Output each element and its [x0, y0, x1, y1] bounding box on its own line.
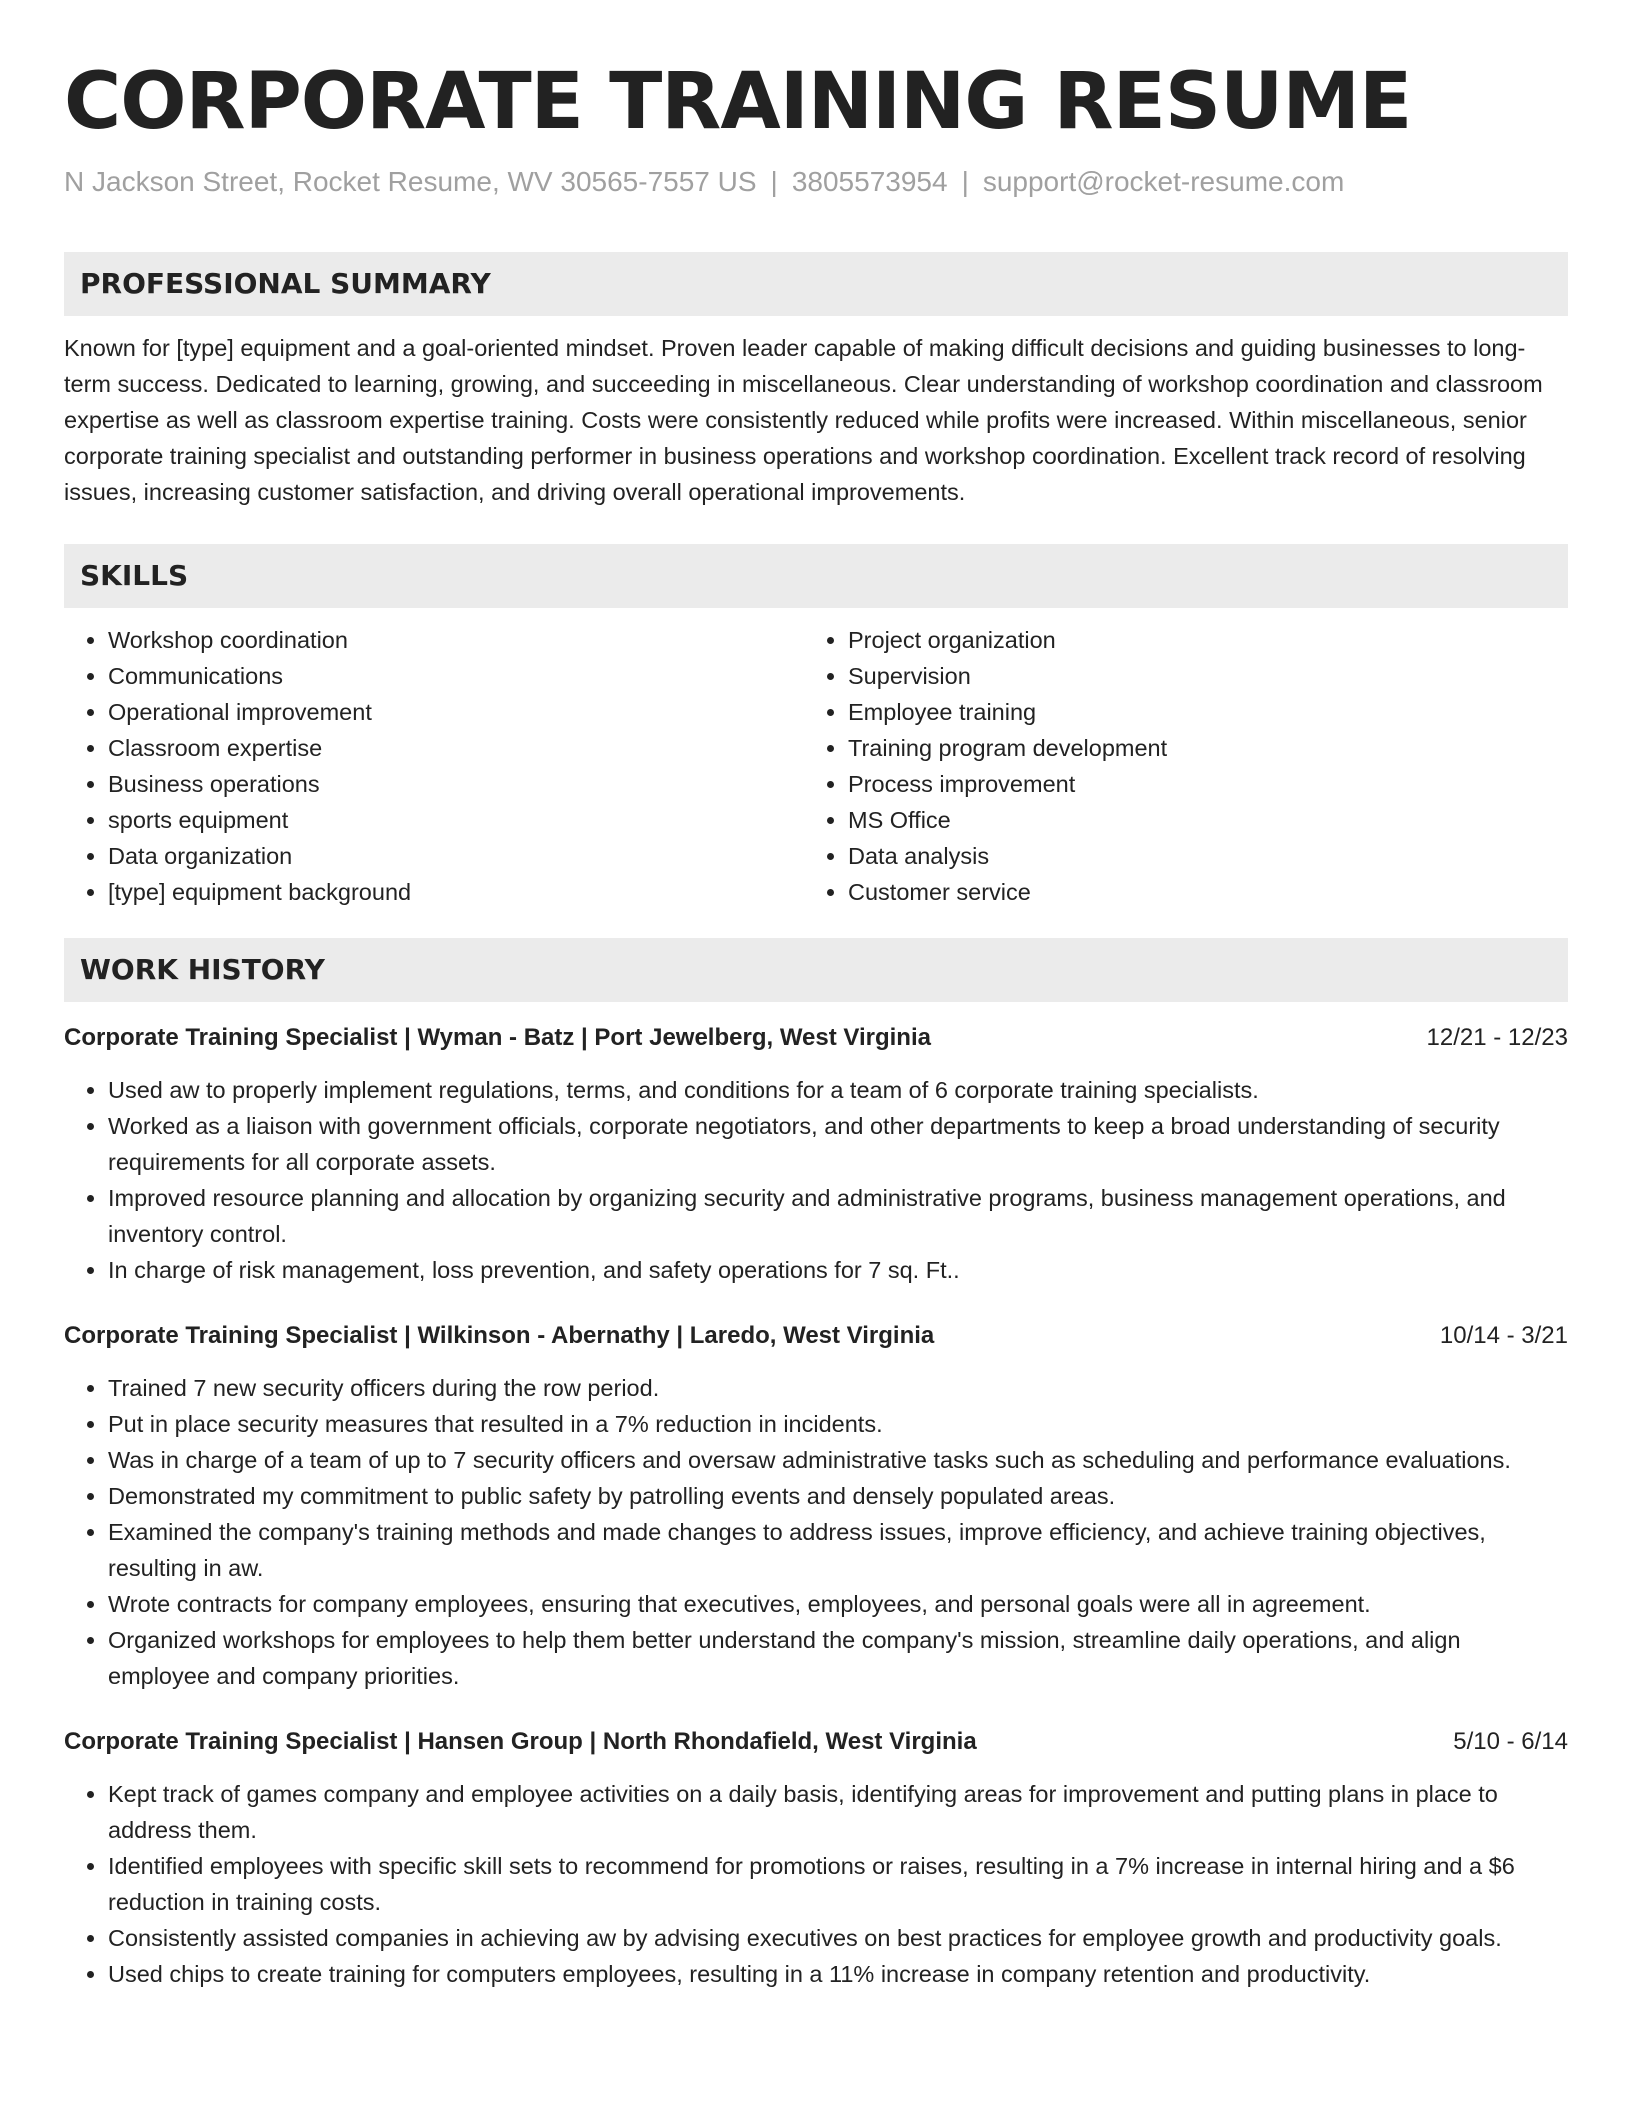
job-header [64, 1318, 1568, 1354]
skill-item: • Data organization [108, 838, 804, 874]
skill-item: • Training program development [848, 730, 1544, 766]
job-bullet: • Wrote contracts for company employees, ensuring that executives, employees, and personal goals were all in agreement. [108, 1586, 1568, 1622]
job-bullet: • Used chips to create training for computers employees, resulting in a 11% increase in company retention and productivity. [108, 1956, 1568, 1992]
summary-text: Known for [type] equipment and a goal-oriented mindset. Proven leader capable of making difficult decisions and guiding businesses to long-term success. Dedicated to learning, growing, and succeeding in miscellaneous. Clear understanding of workshop coordination and classroom expertise as well as classroom expertise training. Costs were consistently reduced while profits were increased. Within miscellaneous, senior corporate training specialist and outstanding performer in business operations and workshop coordination. Excellent track record of resolving issues, increasing customer satisfaction, and driving overall operational improvements. [64, 335, 1543, 505]
job-bullet: • Examined the company's training methods and made changes to address issues, improve efficiency, and achieve training objectives, resulting in aw. [108, 1514, 1568, 1586]
skill-item: • Data analysis [848, 838, 1544, 874]
skill-item: • Operational improvement [108, 694, 804, 730]
job-bullet: • Identified employees with specific skill sets to recommend for promotions or raises, resulting in a 7% increase in internal hiring and a $6 reduction in training costs. [108, 1848, 1568, 1920]
job-bullet: • Improved resource planning and allocation by organizing security and administrative programs, business management operations, and inventory control. [108, 1180, 1568, 1252]
job-title: Corporate Training Specialist | Hansen Group | North Rhondafield, West Virginia [64, 1728, 977, 1755]
section-header-summary: PROFESSIONAL SUMMARY [64, 252, 1568, 316]
resume-title: CORPORATE TRAINING RESUME [64, 57, 1412, 147]
job-bullet: • Put in place security measures that resulted in a 7% reduction in incidents. [108, 1406, 1568, 1442]
skills-column-right [804, 622, 1544, 910]
skill-item: • Classroom expertise [108, 730, 804, 766]
skill-item: • Process improvement [848, 766, 1544, 802]
job-title: Corporate Training Specialist | Wilkinson - Abernathy | Laredo, West Virginia [64, 1322, 935, 1349]
job-bullet: • Was in charge of a team of up to 7 security officers and oversaw administrative tasks such as scheduling and performance evaluations. [108, 1442, 1568, 1478]
section-header-work-history: WORK HISTORY [64, 938, 1568, 1002]
job-bullets [64, 1776, 1568, 1992]
job-dates: 10/14 - 3/21 [1439, 1322, 1568, 1349]
contact-separator: | [770, 166, 778, 197]
job-header [64, 1020, 1568, 1056]
skill-item: • [type] equipment background [108, 874, 804, 910]
job-bullet: • Trained 7 new security officers during the row period. [108, 1370, 1568, 1406]
skill-item: • sports equipment [108, 802, 804, 838]
skill-item: • Customer service [848, 874, 1544, 910]
contact-separator: | [961, 166, 969, 197]
job-title: Corporate Training Specialist | Wyman - Batz | Port Jewelberg, West Virginia [64, 1024, 931, 1051]
job-entry [64, 1318, 1568, 1694]
job-bullet: • Kept track of games company and employee activities on a daily basis, identifying areas for improvement and putting plans in place to address them. [108, 1776, 1568, 1848]
contact-address: N Jackson Street, Rocket Resume, WV 30565-7557 US [64, 166, 757, 197]
skill-item: • MS Office [848, 802, 1544, 838]
job-bullet: • Organized workshops for employees to help them better understand the company's mission, streamline daily operations, and align employee and company priorities. [108, 1622, 1568, 1694]
skill-item: • Business operations [108, 766, 804, 802]
job-bullets [64, 1072, 1568, 1288]
job-dates: 5/10 - 6/14 [1453, 1728, 1568, 1755]
contact-line [64, 164, 1568, 200]
job-bullet: • Worked as a liaison with government officials, corporate negotiators, and other departments to keep a broad understanding of security requirements for all corporate assets. [108, 1108, 1568, 1180]
skill-item: • Project organization [848, 622, 1544, 658]
job-bullet: • Consistently assisted companies in achieving aw by advising executives on best practices for employee growth and productivity goals. [108, 1920, 1568, 1956]
skill-item: • Supervision [848, 658, 1544, 694]
contact-phone: 3805573954 [791, 166, 948, 197]
job-header [64, 1724, 1568, 1760]
job-bullet: • Used aw to properly implement regulations, terms, and conditions for a team of 6 corporate training specialists. [108, 1072, 1568, 1108]
job-dates: 12/21 - 12/23 [1426, 1024, 1568, 1051]
skill-item: • Employee training [848, 694, 1544, 730]
skill-item: • Communications [108, 658, 804, 694]
job-bullet: • Demonstrated my commitment to public safety by patrolling events and densely populated areas. [108, 1478, 1568, 1514]
contact-email: support@rocket-resume.com [982, 166, 1345, 197]
skills-grid [64, 622, 1568, 910]
job-entry [64, 1724, 1568, 1992]
job-bullets [64, 1370, 1568, 1694]
skill-item: • Workshop coordination [108, 622, 804, 658]
skills-column-left [64, 622, 804, 910]
section-header-skills: SKILLS [64, 544, 1568, 608]
job-entry [64, 1020, 1568, 1288]
job-bullet: • In charge of risk management, loss prevention, and safety operations for 7 sq. Ft.. [108, 1252, 1568, 1288]
